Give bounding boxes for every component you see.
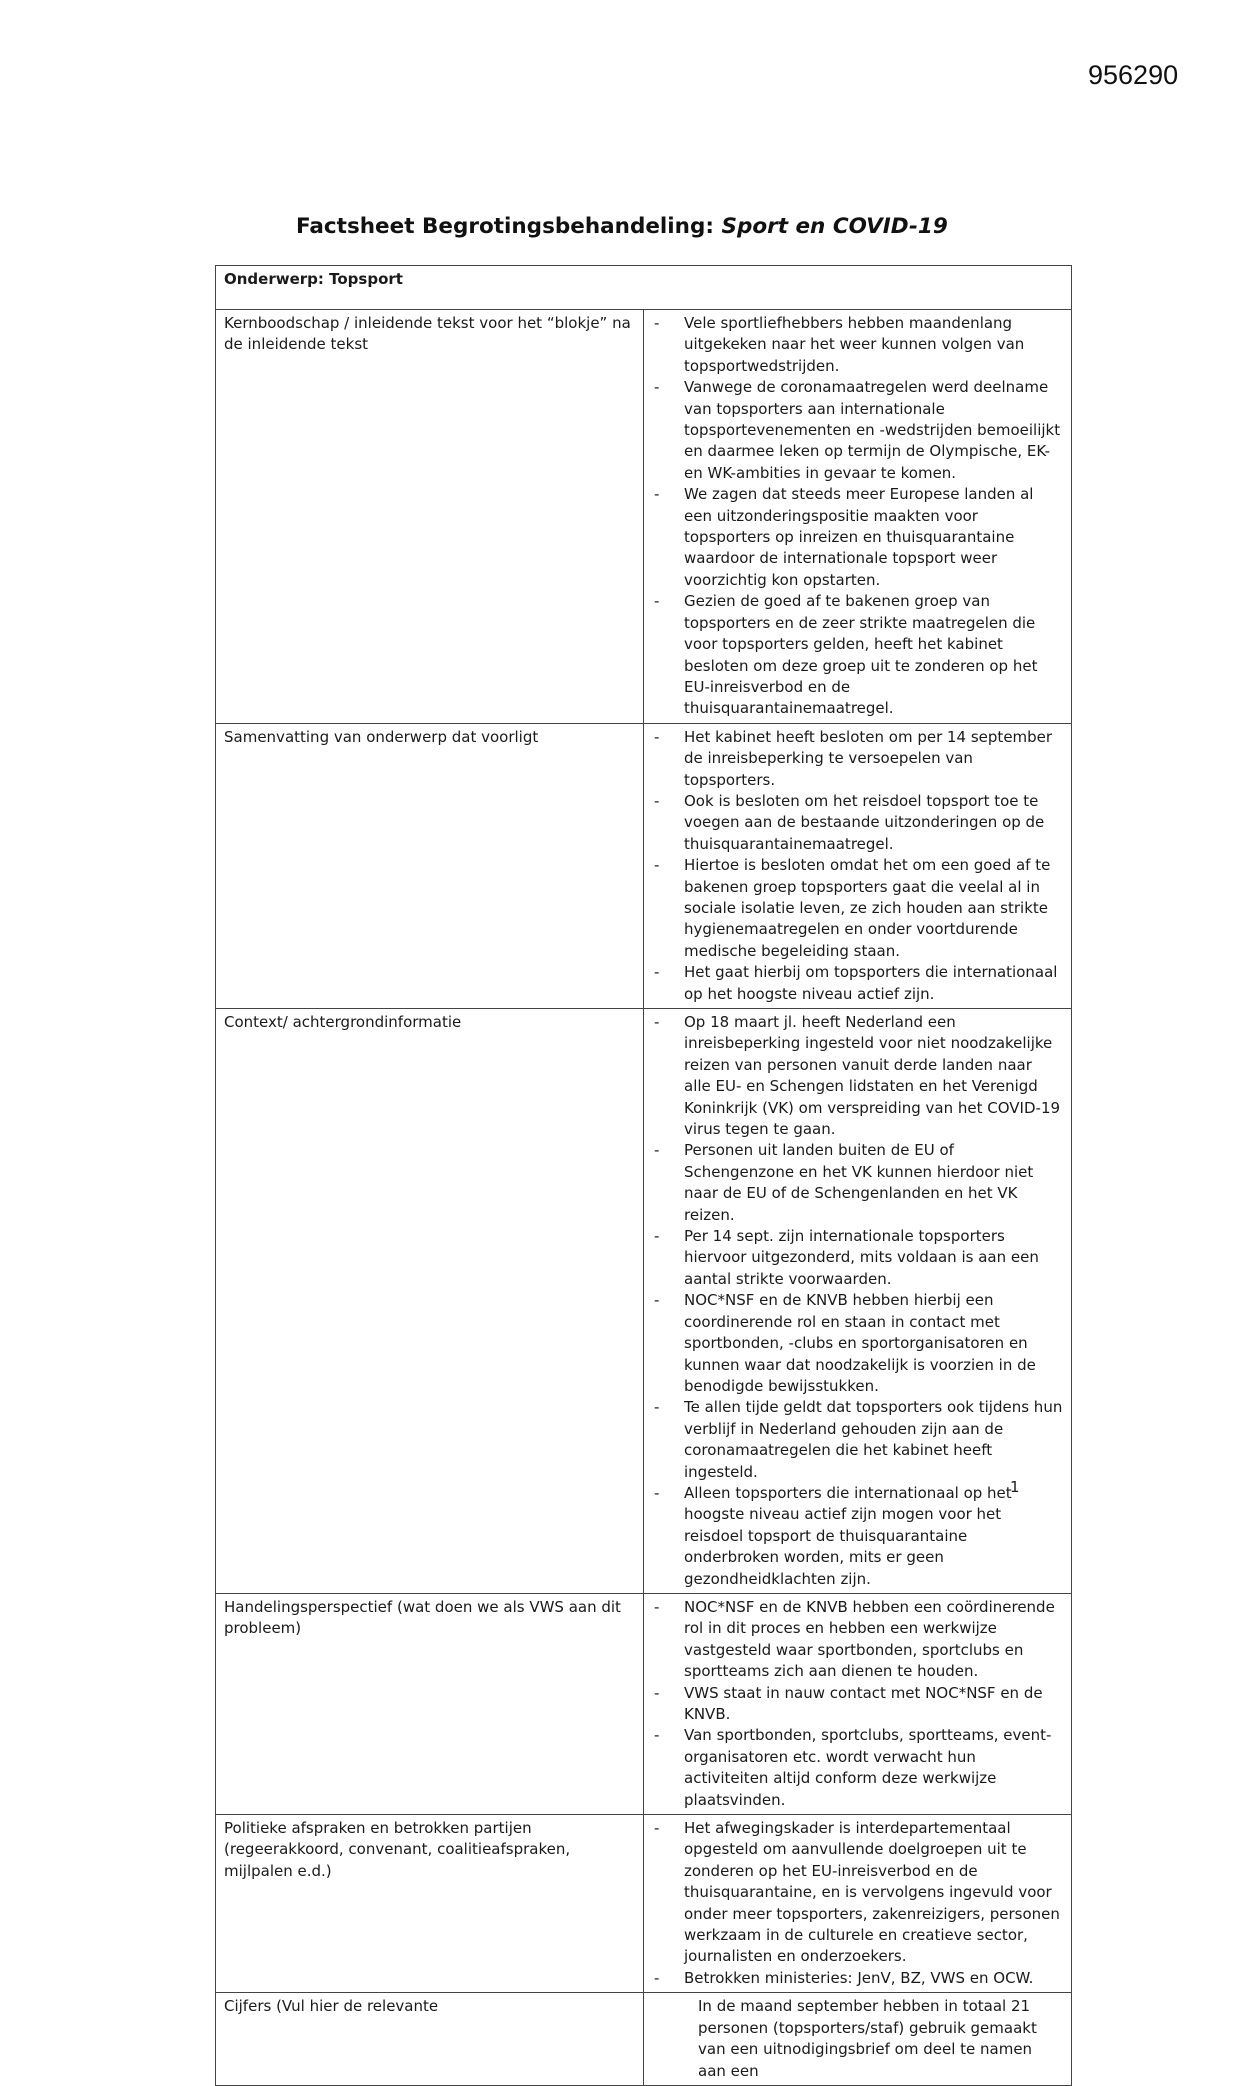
list-item: - Personen uit landen buiten de EU of Schengenzone en het VK kunnen hierdoor niet naar de EU of de Schengenlanden en het VK reizen. [652,1140,1063,1226]
row-label: Context/ achtergrondinformatie [216,1009,644,1594]
row-content [644,1815,1072,1993]
list-item: - Het afwegingskader is interdepartementaal opgesteld om aanvullende doelgroepen uit te zonderen op het EU-inreisverbod en de thuisquarantaine, en is vervolgens ingevuld voor onder meer topsporters, zakenreizigers, personen werkzaam in de culturele en creatieve sector, journalisten en onderzoekers. [652,1818,1063,1968]
title-main: Factsheet Begrotingsbehandeling: [296,214,722,239]
list-item: - Vele sportliefhebbers hebben maandenlang uitgekeken naar het weer kunnen volgen van topsportwedstrijden. [652,313,1063,377]
list-item: - NOC*NSF en de KNVB hebben hierbij een coordinerende rol en staan in contact met sportbonden, -clubs en sportorganisatoren en kunnen waar dat noodzakelijk is voorzien in de benodigde bewijsstukken. [652,1290,1063,1397]
list-item: - Het gaat hierbij om topsporters die internationaal op het hoogste niveau actief zijn. [652,962,1063,1005]
row-text: In de maand september hebben in totaal 21 personen (topsporters/staf) gebruik gemaakt van een uitnodigingsbrief om deel te namen aan een [698,1997,1037,2080]
list-item: - Vanwege de coronamaatregelen werd deelname van topsporters aan internationale topsportevenementen en -wedstrijden bemoeilijkt en daarmee leken op termijn de Olympische, EK- en WK-ambities in gevaar te komen. [652,377,1063,484]
row-label: Samenvatting van onderwerp dat voorligt [216,723,644,1008]
list-item: - Hiertoe is besloten omdat het om een goed af te bakenen groep topsporters gaat die veelal al in sociale isolatie leven, ze zich houden aan strikte hygienemaatregelen en onder voortdurende medische begeleiding staan. [652,855,1063,962]
topic-heading: Onderwerp: Topsport [216,266,1072,310]
row-label: Kernboodschap / inleidende tekst voor het “blokje” na de inleidende tekst [216,310,644,724]
row-content [644,310,1072,724]
table-row [216,1593,1072,1814]
list-item: - VWS staat in nauw contact met NOC*NSF en de KNVB. [652,1683,1063,1726]
table-row [216,1009,1072,1594]
list-item: - Van sportbonden, sportclubs, sportteams, event-organisatoren etc. wordt verwacht hun activiteiten altijd conform deze werkwijze plaatsvinden. [652,1725,1063,1811]
row-label: Handelingsperspectief (wat doen we als VWS aan dit probleem) [216,1593,644,1814]
document-id: 956290 [1088,60,1179,90]
list-item: - Het kabinet heeft besloten om per 14 september de inreisbeperking te versoepelen van topsporters. [652,727,1063,791]
row-label: Politieke afspraken en betrokken partijen (regeerakkoord, convenant, coalitieafspraken, mijlpalen e.d.) [216,1815,644,1993]
list-item: - Gezien de goed af te bakenen groep van topsporters en de zeer strikte maatregelen die voor topsporters gelden, heeft het kabinet besloten om deze groep uit te zonderen op het EU-inreisverbod en de thuisquarantainemaatregel. [652,591,1063,719]
list-item: - Op 18 maart jl. heeft Nederland een inreisbeperking ingesteld voor niet noodzakelijke reizen van personen vanuit derde landen naar alle EU- en Schengen lidstaten en het Verenigd Koninkrijk (VK) om verspreiding van het COVID-19 virus tegen te gaan. [652,1012,1063,1140]
row-content [644,1593,1072,1814]
row-content [644,1009,1072,1594]
row-label: Cijfers (Vul hier de relevante [216,1993,644,2086]
list-item: - Ook is besloten om het reisdoel topsport toe te voegen aan de bestaande uitzonderingen op de thuisquarantainemaatregel. [652,791,1063,855]
row-content [644,1993,1072,2086]
page-title [296,214,948,239]
table-row [216,1815,1072,1993]
list-item: - We zagen dat steeds meer Europese landen al een uitzonderingspositie maakten voor topsporters op inreizen en thuisquarantaine waardoor de internationale topsport weer voorzichtig kon opstarten. [652,484,1063,591]
list-item: - Alleen topsporters die internationaal op het hoogste niveau actief zijn mogen voor het reisdoel topsport de thuisquarantaine onderbroken worden, mits er geen gezondheidklachten zijn. [652,1483,1063,1590]
list-item: - Betrokken ministeries: JenV, BZ, VWS en OCW. [652,1968,1063,1989]
list-item: - Te allen tijde geldt dat topsporters ook tijdens hun verblijf in Nederland gehouden zijn aan de coronamaatregelen die het kabinet heeft ingesteld. [652,1397,1063,1483]
factsheet-table [215,265,1072,2086]
topic-row [216,266,1072,310]
table-row [216,310,1072,724]
row-content [644,723,1072,1008]
list-item: - NOC*NSF en de KNVB hebben een coördinerende rol in dit proces en hebben een werkwijze vastgesteld waar sportbonden, sportclubs en sportteams zich aan dienen te houden. [652,1597,1063,1683]
page-number: 1 [1010,1478,1020,1496]
list-item: - Per 14 sept. zijn internationale topsporters hiervoor uitgezonderd, mits voldaan is aan een aantal strikte voorwaarden. [652,1226,1063,1290]
table-row [216,1993,1072,2086]
title-emphasis: Sport en COVID-19 [721,214,948,239]
table-row [216,723,1072,1008]
